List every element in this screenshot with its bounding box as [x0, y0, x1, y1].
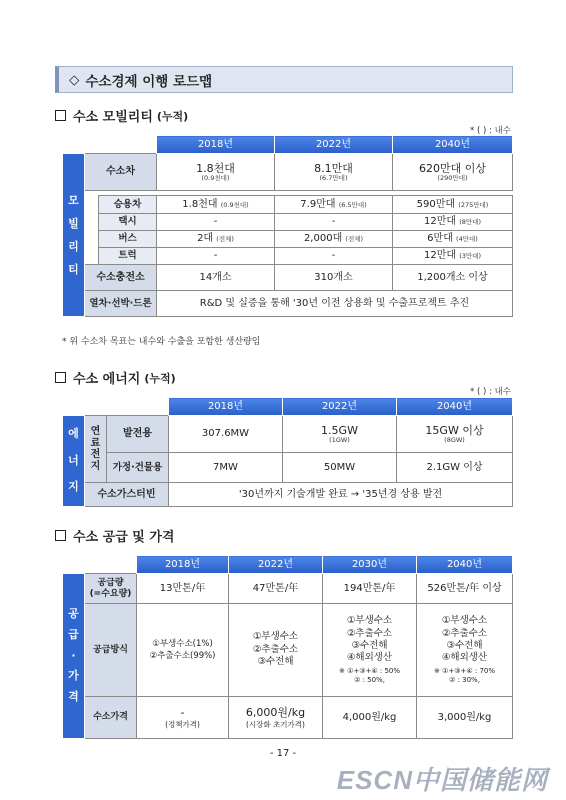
cell: 14개소 [157, 265, 275, 291]
side-label-energy: 에 너 지 [63, 416, 85, 507]
domestic-note: * ( ) : 내수 [470, 387, 511, 397]
row-label: 수소차 [85, 154, 157, 191]
cell [63, 398, 85, 416]
roadmap-title-bar [55, 66, 513, 93]
year-header: 2018년 [157, 136, 275, 154]
cell: 47만톤/年 [229, 574, 323, 604]
cell: 194만톤/年 [323, 574, 417, 604]
cell: 4,000원/kg [323, 697, 417, 739]
cell: 1.8천대 (0.9천대) [157, 196, 275, 214]
year-header: 2040년 [393, 136, 513, 154]
section-paren: (누적) [144, 371, 176, 385]
cell: 590만대 (275만대) [393, 196, 513, 214]
supply-price-table [62, 555, 513, 739]
cell: 7MW [169, 453, 283, 483]
year-header: 2040년 [417, 556, 513, 574]
energy-table [62, 397, 513, 507]
section-title: 수소 에너지 [73, 372, 141, 387]
row-label: 공급량 (=수요량) [85, 574, 137, 604]
cell: 6만대 (4만대) [393, 231, 513, 248]
cell: 7.9만대 (6.5만대) [275, 196, 393, 214]
row-label: 승용차 [99, 196, 157, 214]
year-header: 2018년 [169, 398, 283, 416]
section-energy-heading [55, 368, 176, 387]
year-header: 2018년 [137, 556, 229, 574]
watermark-logo: ESCN中国储能网 [336, 765, 548, 795]
cell: 310개소 [275, 265, 393, 291]
cell: 1,200개소 이상 [393, 265, 513, 291]
cell: - [275, 248, 393, 265]
year-header: 2022년 [275, 136, 393, 154]
row-label: 택시 [99, 214, 157, 231]
cell: - (정책가격) [137, 697, 229, 739]
cell: 3,000원/kg [417, 697, 513, 739]
diamond-icon: ◇ [69, 71, 80, 88]
merged-cell: R&D 및 실증을 통해 '30년 이전 상용화 및 수출프로젝트 추진 [157, 291, 513, 317]
year-header: 2030년 [323, 556, 417, 574]
page-title: 수소경제 이행 로드맵 [85, 73, 213, 90]
cell: 6,000원/kg (시장화 초기가격) [229, 697, 323, 739]
cell: 1.8천대 (0.9천대) [157, 154, 275, 191]
row-label: 열차·선박·드론 [85, 291, 157, 317]
row-label: 트럭 [99, 248, 157, 265]
cell: 307.6MW [169, 416, 283, 453]
cell: 2,000대 (전체) [275, 231, 393, 248]
cell [63, 556, 85, 574]
square-bullet-icon [55, 110, 66, 121]
cell [99, 136, 157, 154]
cell [107, 398, 169, 416]
cell [85, 398, 107, 416]
fuel-cell-label: 연 료 전 지 [85, 416, 107, 483]
row-label: 버스 [99, 231, 157, 248]
domestic-note: * ( ) : 내수 [470, 126, 511, 136]
section-supply-heading [55, 526, 174, 545]
cell: ①부생수소 ②추출수소 ③수전해 [229, 604, 323, 697]
cell: 12만대 (3만대) [393, 248, 513, 265]
section-mobility-heading [55, 106, 188, 125]
cell: - [157, 248, 275, 265]
row-label: 공급방식 [85, 604, 137, 697]
year-header: 2040년 [397, 398, 513, 416]
row-label: 발전용 [107, 416, 169, 453]
mobility-footnote: * 위 수소차 목표는 내수와 수출을 포함한 생산량임 [62, 337, 261, 347]
cell: - [157, 214, 275, 231]
cell [63, 136, 85, 154]
cell: 526만톤/年 이상 [417, 574, 513, 604]
row-label: 수소가스터빈 [85, 483, 169, 507]
side-label-mobility: 모 빌 리 티 [63, 154, 85, 317]
section-title: 수소 공급 및 가격 [73, 530, 175, 545]
section-paren: (누적) [156, 109, 189, 123]
cell [85, 556, 137, 574]
mobility-table [62, 135, 513, 317]
page-number: - 17 - [269, 748, 297, 759]
cell: 12만대 (8만대) [393, 214, 513, 231]
cell [85, 196, 99, 265]
year-header: 2022년 [283, 398, 397, 416]
year-header: 2022년 [229, 556, 323, 574]
cell: ①부생수소 ②추출수소 ③수전해 ④해외생산 ※ ①+③+④ : 70% ② : 30%, [417, 604, 513, 697]
cell: 8.1만대 (6.7만대) [275, 154, 393, 191]
row-label: 수소가격 [85, 697, 137, 739]
row-label: 가정·건물용 [107, 453, 169, 483]
cell: 13만톤/年 [137, 574, 229, 604]
cell [85, 136, 99, 154]
cell: 1.5GW (1GW) [283, 416, 397, 453]
square-bullet-icon [55, 530, 66, 541]
cell: ①부생수소(1%) ②추출수소(99%) [137, 604, 229, 697]
cell: - [275, 214, 393, 231]
section-title: 수소 모빌리티 [73, 110, 153, 125]
cell: 15GW 이상 (8GW) [397, 416, 513, 453]
square-bullet-icon [55, 372, 66, 383]
side-label-supply: 공 급 · 가 격 [63, 574, 85, 739]
cell: 620만대 이상 (290만대) [393, 154, 513, 191]
row-label: 수소충전소 [85, 265, 157, 291]
cell: 50MW [283, 453, 397, 483]
merged-cell: '30년까지 기술개발 완료 → '35년경 상용 발전 [169, 483, 513, 507]
cell: 2.1GW 이상 [397, 453, 513, 483]
cell: ①부생수소 ②추출수소 ③수전해 ④해외생산 ※ ①+③+④ : 50% ② : 50%, [323, 604, 417, 697]
cell: 2대 (전체) [157, 231, 275, 248]
